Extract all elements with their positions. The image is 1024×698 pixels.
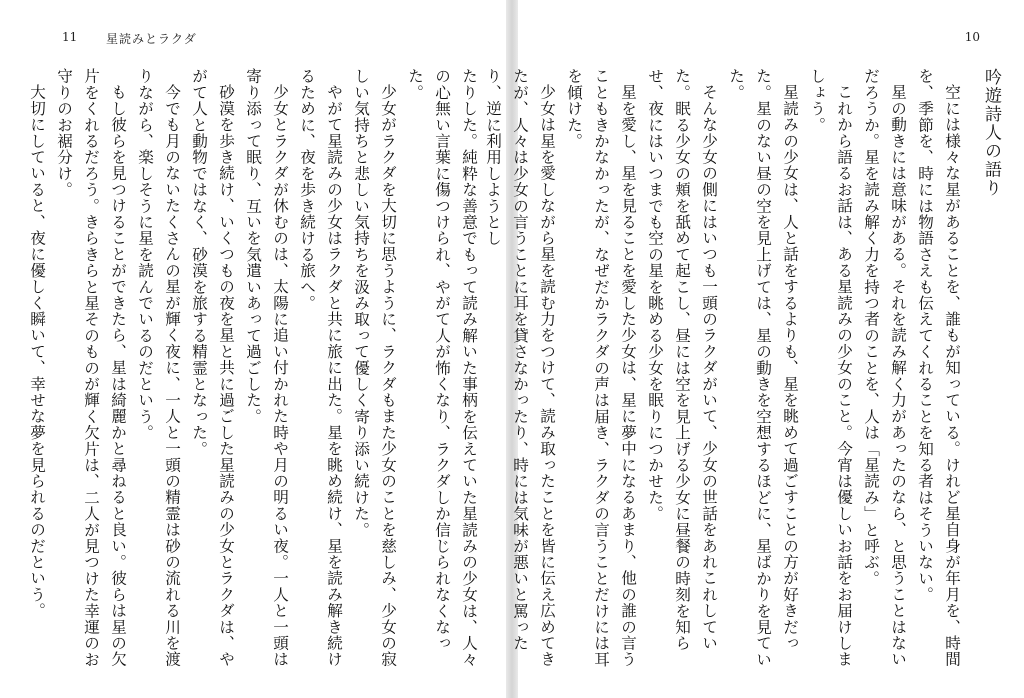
paragraph: 砂漠を歩き続け、いくつもの夜を星と共に過ごした星読みの少女とラクダは、やがて人と動物ではなく、砂漠を旅する精霊となった。 xyxy=(190,68,235,667)
paragraph: 少女は星を愛しながら星を読む力をつけて、読み取ったことを皆に伝え広めてきたが、人々は少女の言うことに耳を貸さなかったり、時には気味が悪いと罵ったり、逆に利用しようとし xyxy=(484,68,556,667)
chapter-title: 吟遊詩人の語り xyxy=(981,68,1001,198)
body-text xyxy=(479,68,1004,668)
paragraph: もし彼らを見つけることができたら、星は綺麗かと尋ねると良い。彼らは星の欠片をくれるだろう。きらきらと星そのものが輝く欠片は、二人が見つけた幸運のお守りのお裾分け。 xyxy=(55,68,127,668)
right-page xyxy=(484,0,1024,698)
paragraph: 大切にしていると、夜に優しく瞬いて、幸せな夢を見られるのだという。 xyxy=(28,83,46,619)
page-number: 10 xyxy=(964,30,980,44)
paragraph: 今でも月のないたくさんの星が輝く夜に、一人と一頭の精霊は砂の流れる川を渡りながら、楽しそうに星を読んでいるのだという。 xyxy=(136,68,181,667)
left-page xyxy=(0,0,506,698)
paragraph: 少女とラクダが休むのは、太陽に追い付かれた時や月の明るい夜。一人と一頭は寄り添って眠り、互いを気遣いあって過ごした。 xyxy=(244,68,289,667)
paragraph: たりした。純粋な善意でもって読み解いた事柄を伝えていた星読みの少女は、人々の心無い言葉に傷つけられ、やがて人が怖くなり、ラクダしか信じられなくなった。 xyxy=(406,68,478,668)
paragraph: そんな少女の側にはいつも一頭のラクダがいて、少女の世話をあれこれしていた。眠る少女の頬を舐めて起こし、昼には空を見上げる少女に昼餐の時刻を知らせ、夜にはいつまでも空の星を眺める少女を眠りにつかせた。 xyxy=(646,68,718,652)
page-number: 11 xyxy=(62,30,78,44)
running-head: 星読みとラクダ xyxy=(106,32,197,46)
paragraph: 空には様々な星があることを、誰もが知っている。けれど星自身が年月を、時間を、季節を、時には物語さえも伝えてくれることを知る者はそういない。 xyxy=(916,68,961,667)
paragraph: 少女がラクダを大切に思うように、ラクダもまた少女のことを慈しみ、少女の寂しい気持ちと悲しい気持ちを汲み取って優しく寄り添い続けた。 xyxy=(352,68,397,667)
paragraph: これから語るお話は、ある星読みの少女のこと。今宵は優しいお話をお届けしましょう。 xyxy=(808,68,853,667)
paragraph: 星の動きには意味がある。それを読み解く力があったのなら、と思うことはないだろうか。星を読み解く力を持つ者のことを、人は「星読み」と呼ぶ。 xyxy=(862,68,907,667)
body-text xyxy=(23,68,482,668)
paragraph: やがて星読みの少女はラクダと共に旅に出た。星を眺め続け、星を読み解き続けるために、夜を歩き続ける旅へ。 xyxy=(298,68,343,667)
paragraph: 星を愛し、星を見ることを愛した少女は、星に夢中になるあまり、他の誰の言うこともきかなかったが、なぜだかラクダの声は届き、ラクダの言うことだけには耳を傾けた。 xyxy=(565,68,637,668)
paragraph: 星読みの少女は、人と話をするよりも、星を眺めて過ごすことの方が好きだった。星のない昼の空を見上げては、星の動きを空想するほどに、星ばかりを見ていた。 xyxy=(727,68,799,668)
